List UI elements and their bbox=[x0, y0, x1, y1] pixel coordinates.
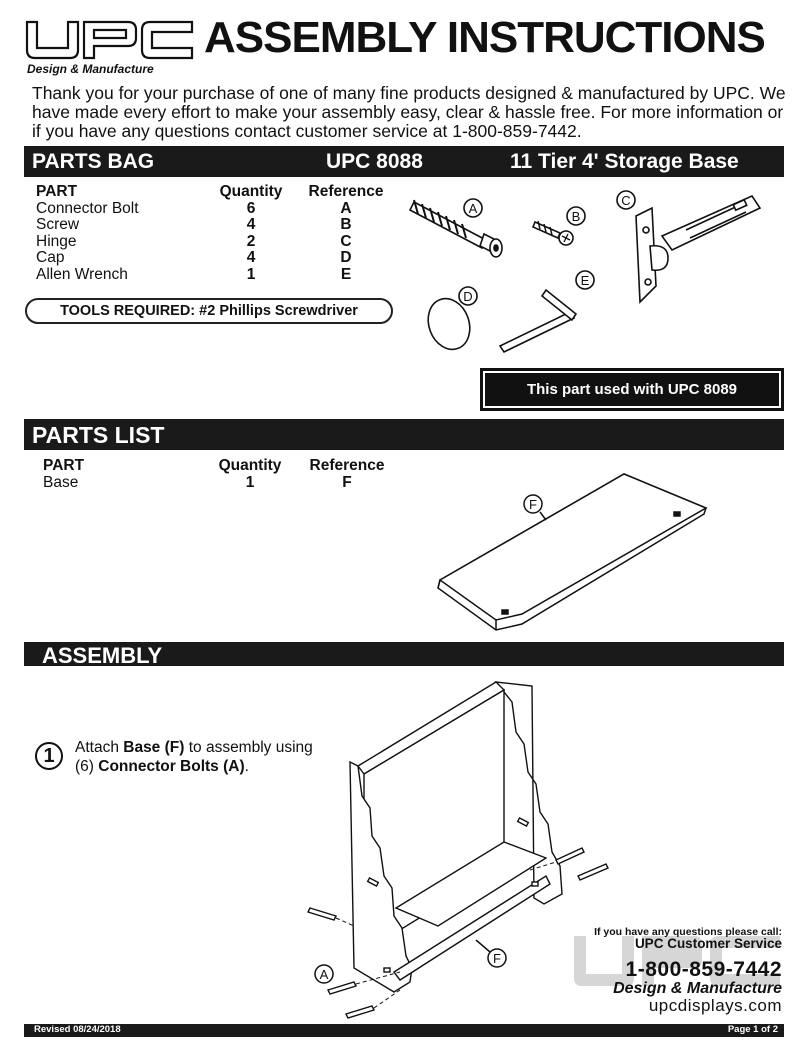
callout-a bbox=[464, 199, 482, 217]
hardware-illustration bbox=[400, 186, 780, 358]
part-ref: C bbox=[340, 232, 352, 250]
svg-text:D: D bbox=[463, 289, 473, 304]
step-part-base: Base (F) bbox=[123, 739, 185, 756]
page-number: Page 1 of 2 bbox=[727, 1024, 778, 1035]
svg-text:F: F bbox=[529, 497, 537, 512]
base-panel-icon bbox=[438, 474, 706, 630]
svg-text:A: A bbox=[319, 967, 329, 982]
parts-list-table bbox=[43, 458, 409, 491]
table-row bbox=[36, 250, 396, 267]
step-number: 1 bbox=[35, 742, 63, 770]
part-name: Allen Wrench bbox=[36, 265, 128, 283]
part-name: Hinge bbox=[36, 232, 77, 250]
table-row bbox=[36, 234, 396, 251]
parts-list-heading: PARTS LIST bbox=[32, 422, 165, 448]
footer-bar bbox=[24, 1024, 784, 1037]
used-with-box bbox=[480, 368, 784, 411]
part-name: Screw bbox=[36, 216, 80, 233]
callout-e bbox=[576, 271, 594, 289]
part-ref: A bbox=[340, 199, 352, 217]
svg-text:E: E bbox=[580, 273, 590, 288]
svg-text:C: C bbox=[621, 193, 631, 208]
part-ref: E bbox=[340, 265, 352, 283]
contact-phone: 1-800-859-7442 bbox=[625, 958, 782, 981]
part-qty: 1 bbox=[245, 473, 255, 491]
contact-brand: Design & Manufacture bbox=[613, 980, 782, 997]
callout-b bbox=[567, 207, 585, 225]
callout-f bbox=[524, 495, 546, 520]
table-row bbox=[36, 201, 396, 218]
table-row bbox=[36, 267, 396, 284]
page-title: ASSEMBLY INSTRUCTIONS bbox=[204, 13, 765, 62]
base-panel-illustration bbox=[420, 470, 720, 636]
callout-d bbox=[459, 287, 477, 305]
step-instruction bbox=[75, 738, 335, 776]
parts-bag-product: 11 Tier 4' Storage Base bbox=[510, 150, 739, 173]
contact-prompt: If you have any questions please call: bbox=[594, 926, 782, 938]
contact-block bbox=[560, 922, 784, 1018]
assembly-header bbox=[24, 642, 784, 666]
part-ref: D bbox=[340, 249, 352, 266]
parts-bag-model: UPC 8088 bbox=[326, 150, 423, 173]
revised-date: Revised 08/24/2018 bbox=[34, 1024, 121, 1035]
used-with-label: This part used with UPC 8089 bbox=[483, 371, 781, 408]
intro-text: Thank you for your purchase of one of many fine products designed & manufactured by UPC. We have made every effort to make your assembly easy, clear & hassle free. For more information or if you have any questions contact customer service at 1-800-859-7442. bbox=[32, 83, 786, 141]
upc-logo bbox=[24, 18, 196, 76]
parts-bag-heading: PARTS BAG bbox=[32, 150, 155, 173]
parts-bag-header bbox=[24, 146, 784, 177]
col-reference: Reference bbox=[308, 183, 384, 200]
step-text-prefix: Attach bbox=[75, 739, 124, 756]
allen-wrench-icon bbox=[500, 290, 576, 352]
part-qty: 4 bbox=[246, 249, 256, 266]
step-text-mid: to assembly using (6) bbox=[75, 739, 313, 775]
callout-c bbox=[617, 191, 635, 209]
parts-bag-table bbox=[36, 184, 396, 283]
col-quantity: Quantity bbox=[218, 457, 282, 474]
connector-bolt-icon bbox=[410, 200, 502, 257]
tools-required: TOOLS REQUIRED: #2 Phillips Screwdriver bbox=[25, 298, 393, 324]
table-row bbox=[43, 475, 409, 492]
part-qty: 6 bbox=[246, 199, 256, 217]
part-name: Base bbox=[43, 473, 79, 491]
assembly-heading: ASSEMBLY bbox=[42, 643, 163, 668]
part-name: Connector Bolt bbox=[36, 199, 139, 217]
part-qty: 2 bbox=[246, 232, 256, 250]
hinge-icon bbox=[636, 196, 760, 302]
logo-subtitle: Design & Manufacture bbox=[27, 62, 154, 76]
col-reference: Reference bbox=[309, 457, 385, 474]
contact-service: UPC Customer Service bbox=[634, 936, 782, 951]
step-part-bolts: Connector Bolts (A) bbox=[98, 758, 245, 775]
part-ref: F bbox=[342, 473, 352, 491]
col-part: PART bbox=[36, 183, 78, 200]
callout-f bbox=[476, 940, 506, 967]
svg-text:B: B bbox=[571, 209, 581, 224]
screw-icon bbox=[533, 221, 573, 245]
col-quantity: Quantity bbox=[219, 183, 283, 200]
callout-a bbox=[315, 965, 333, 983]
parts-list-header bbox=[24, 419, 784, 450]
part-ref: B bbox=[340, 216, 352, 233]
step-text-suffix: . bbox=[244, 758, 249, 775]
table-row bbox=[36, 217, 396, 234]
part-qty: 1 bbox=[246, 265, 256, 283]
part-name: Cap bbox=[36, 249, 65, 266]
part-qty: 4 bbox=[246, 216, 256, 233]
col-part: PART bbox=[43, 457, 85, 474]
contact-website: upcdisplays.com bbox=[648, 996, 782, 1015]
svg-text:A: A bbox=[468, 201, 478, 216]
svg-text:F: F bbox=[493, 951, 501, 966]
